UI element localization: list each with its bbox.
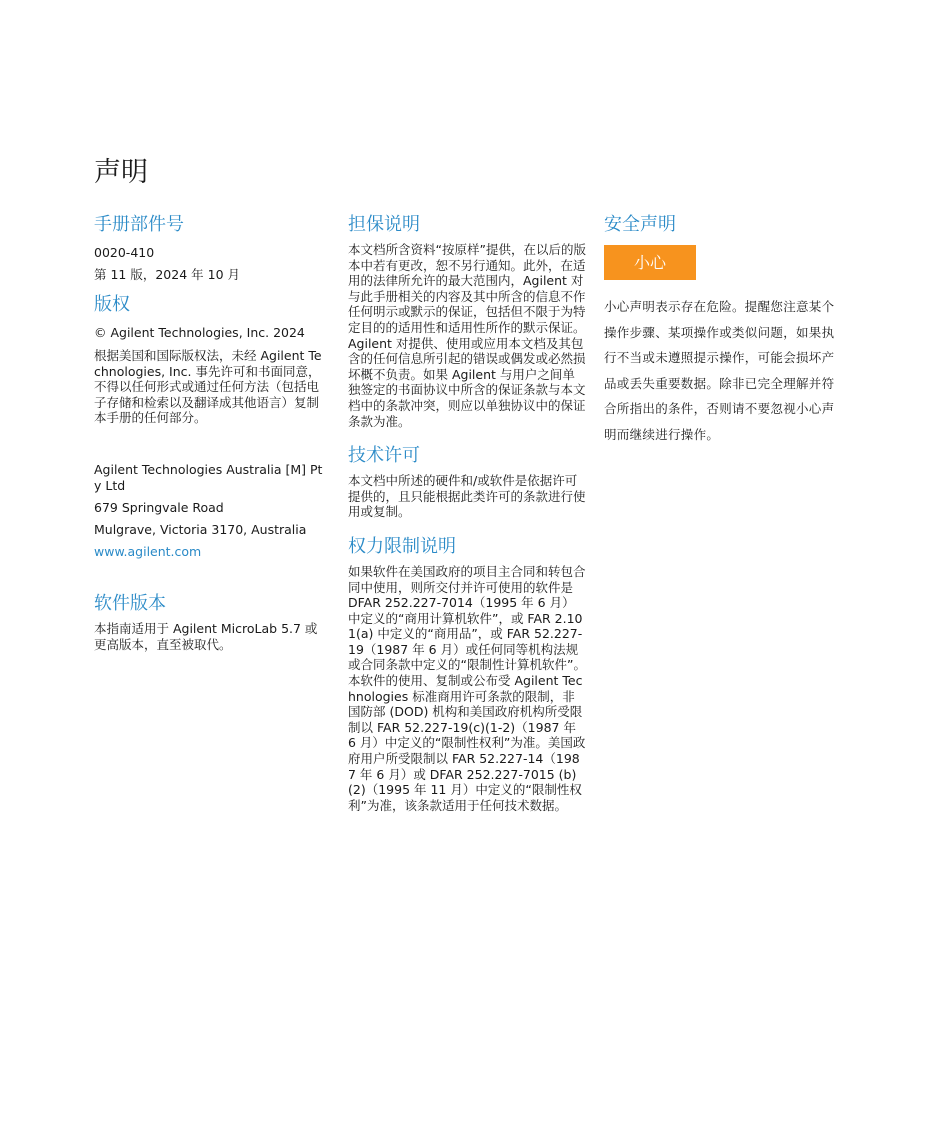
- restricted-rights-section: [348, 534, 586, 814]
- tech-license-text: 本文档中所述的硬件和/或软件是依据许可提供的，且只能根据此类许可的条款进行使用或复制。: [348, 473, 586, 520]
- copyright-notice: © Agilent Technologies, Inc. 2024: [94, 325, 305, 340]
- copyright-text: 根据美国和国际版权法，未经 Agilent Technologies, Inc. 事先许可和书面同意，不得以任何形式或通过任何方法（包括电子存储和检索以及翻译成其他语言）复制本手册的任何部分。: [94, 348, 322, 426]
- manual-edition: 第 11 版，2024 年 10 月: [94, 267, 240, 282]
- safety-text: 小心声明表示存在危险。提醒您注意某个操作步骤、某项操作或类似问题，如果执行不当或未遵照提示操作，可能会损坏产品或丢失重要数据。除非已完全理解并符合所指出的条件，否则请不要忽视小心声明而继续进行操作。: [604, 299, 835, 442]
- warranty-section: [348, 212, 586, 429]
- software-version-text: 本指南适用于 Agilent MicroLab 5.7 或更高版本，直至被取代。: [94, 621, 318, 652]
- tech-license-section: [348, 443, 586, 520]
- warranty-text: 本文档所含资料“按原样”提供，在以后的版本中若有更改，恕不另行通知。此外，在适用的法律所允许的最大范围内，Agilent 对与此手册相关的内容及其中所含的信息不作任何明示或默示的保证，包括但不限于为特定目的的适用性和适用性所作的默示保证。Agilent 对提供、使用或应用本文档及其包含的任何信息所引起的错误或偶发或必然损坏概不负责。如果 Agilent 与用户之间单独签定的书面协议中所含的保证条款与本文档中的条款冲突，则应以单独协议中的保证条款为准。: [348, 242, 586, 429]
- copyright-section: [94, 292, 326, 426]
- page-title: 声明: [94, 157, 148, 188]
- company-name: Agilent Technologies Australia [M] Pty Ltd: [94, 461, 323, 493]
- address-block: [94, 462, 326, 563]
- tech-license-heading: 技术许可: [348, 445, 420, 467]
- copyright-heading: 版权: [94, 294, 130, 315]
- street-address: 679 Springvale Road: [94, 500, 224, 516]
- manual-part-number: 0020-410: [94, 245, 155, 260]
- right-column: [604, 212, 844, 447]
- website-link[interactable]: www.agilent.com: [94, 544, 202, 560]
- safety-section: [604, 212, 844, 447]
- software-version-section: [94, 591, 326, 652]
- city-address: Mulgrave, Victoria 3170, Australia: [94, 522, 307, 538]
- restricted-rights-text: 如果软件在美国政府的项目主合同和转包合同中使用，则所交付并许可使用的软件是 DFAR 252.227-7014（1995 年 6 月）中定义的“商用计算机软件”，或 FAR 2.101(a) 中定义的“商用品”，或 FAR 52.227-19（1987 年 6 月）或任何同等机构法规或合同条款中定义的“限制性计算机软件”。本软件的使用、复制或公布受 Agilent Technologies 标准商用许可条款的限制，非国防部 (DOD) 机构和美国政府机构所受限制以 FAR 52.227-19(c)(1-2)（1987 年 6 月）中定义的“限制性权利”为准。美国政府用户所受限制以 FAR 52.227-14（1987 年 6 月）或 DFAR 252.227-7015 (b)(2)（1995 年 11 月）中定义的“限制性权利”为准，该条款适用于任何技术数据。: [348, 563, 586, 813]
- caution-badge: 小心: [604, 245, 696, 280]
- warranty-heading: 担保说明: [348, 214, 420, 235]
- left-column: [94, 212, 326, 652]
- safety-heading: 安全声明: [604, 214, 676, 235]
- restricted-rights-heading: 权力限制说明: [348, 535, 456, 557]
- software-version-heading: 软件版本: [94, 593, 166, 615]
- manual-part-section: [94, 212, 326, 286]
- manual-part-heading: 手册部件号: [94, 214, 184, 235]
- middle-column: [348, 212, 586, 813]
